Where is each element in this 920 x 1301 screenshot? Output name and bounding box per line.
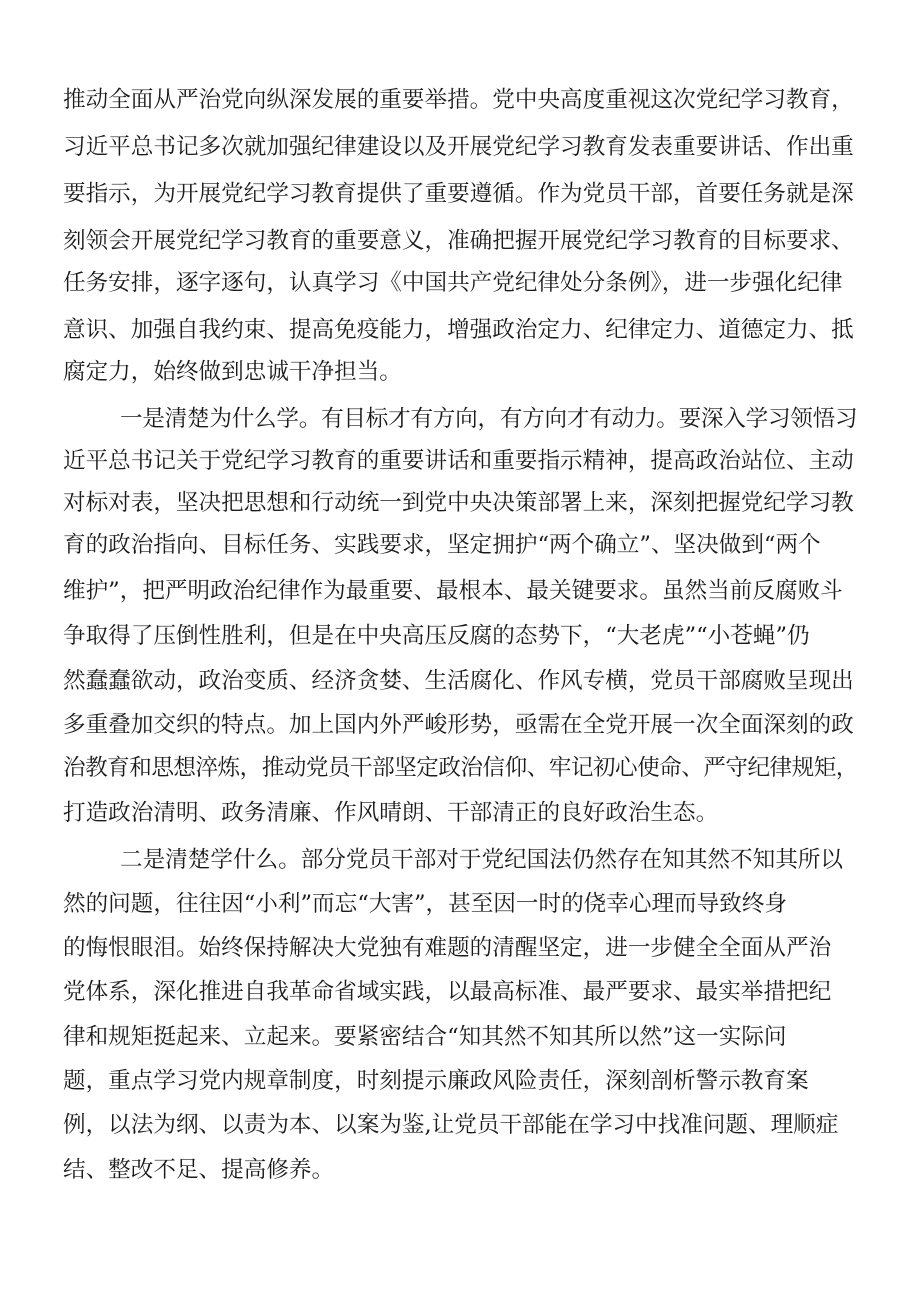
text-line: 意识、加强自我约束、提高免疫能力，增强政治定力、纪律定力、道德定力、抵 bbox=[63, 317, 854, 343]
text-line: 对标对表，坚决把思想和行动统一到党中央决策部署上来，深刻把握党纪学习教 bbox=[63, 490, 854, 516]
text-line: 习近平总书记多次就加强纪律建设以及开展党纪学习教育发表重要讲话、作出重 bbox=[63, 134, 854, 160]
text-line: 二是清楚学什么。部分党员干部对于党纪国法仍然存在知其然不知其所以 bbox=[120, 847, 843, 873]
text-line: 近平总书记关于党纪学习教育的重要讲话和重要指示精神，提高政治站位、主动 bbox=[63, 448, 854, 474]
text-line: 争取得了压倒性胜利，但是在中央高压反腐的态势下，“大老虎”“小苍蝇”仍 bbox=[63, 623, 810, 649]
text-line: 的悔恨眼泪。始终保持解决大党独有难题的清醒坚定，进一步健全全面从严治 bbox=[63, 935, 832, 961]
text-line: 多重叠加交织的特点。加上国内外严峻形势，亟需在全党开展一次全面深刻的政 bbox=[63, 712, 854, 738]
text-line: 育的政治指向、目标任务、实践要求，坚定拥护“两个确立”、坚决做到“两个 bbox=[63, 532, 821, 558]
text-line: 打造政治清明、政务清廉、作风晴朗、干部清正的良好政治生态。 bbox=[63, 800, 719, 826]
text-line: 维护”，把严明政治纪律作为最重要、最根本、最关键要求。虽然当前反腐败斗 bbox=[63, 578, 843, 604]
text-line: 题，重点学习党内规章制度，时刻提示廉政风险责任，深刻剖析警示教育案 bbox=[63, 1068, 809, 1094]
text-line: 结、整改不足、提高修养。 bbox=[63, 1157, 335, 1183]
text-line: 党体系，深化推进自我革命省域实践，以最高标准、最严要求、最实举措把纪 bbox=[63, 979, 832, 1005]
text-line: 治教育和思想淬炼，推动党员干部坚定政治信仰、牢记初心使命、严守纪律规矩， bbox=[63, 755, 858, 781]
text-line: 然的问题，往往因“小利”而忘“大害”，甚至因一时的侥幸心理而导致终身 bbox=[63, 891, 788, 917]
text-line: 要指示，为开展党纪学习教育提供了重要遵循。作为党员干部，首要任务就是深 bbox=[63, 181, 854, 207]
text-line: 一是清楚为什么学。有目标才有方向，有方向才有动力。要深入学习领悟习 bbox=[120, 406, 858, 432]
text-line: 律和规矩挺起来、立起来。要紧密结合“知其然不知其所以然”这一实际问 bbox=[63, 1024, 787, 1050]
text-line: 刻领会开展党纪学习教育的重要意义，准确把握开展党纪学习教育的目标要求、 bbox=[63, 228, 854, 254]
text-line: 推动全面从严治党向纵深发展的重要举措。党中央高度重视这次党纪学习教育， bbox=[63, 87, 854, 113]
text-line: 然蠢蠢欲动，政治变质、经济贪婪、生活腐化、作风专横，党员干部腐败呈现出 bbox=[63, 668, 854, 694]
text-line: 任务安排，逐字逐句，认真学习《中国共产党纪律处分条例》，进一步强化纪律 bbox=[63, 270, 843, 296]
text-line: 例，以法为纲、以责为本、以案为鉴,让党员干部能在学习中找准问题、理顺症 bbox=[63, 1112, 839, 1138]
text-line: 腐定力，始终做到忠诚干净担当。 bbox=[63, 359, 402, 385]
